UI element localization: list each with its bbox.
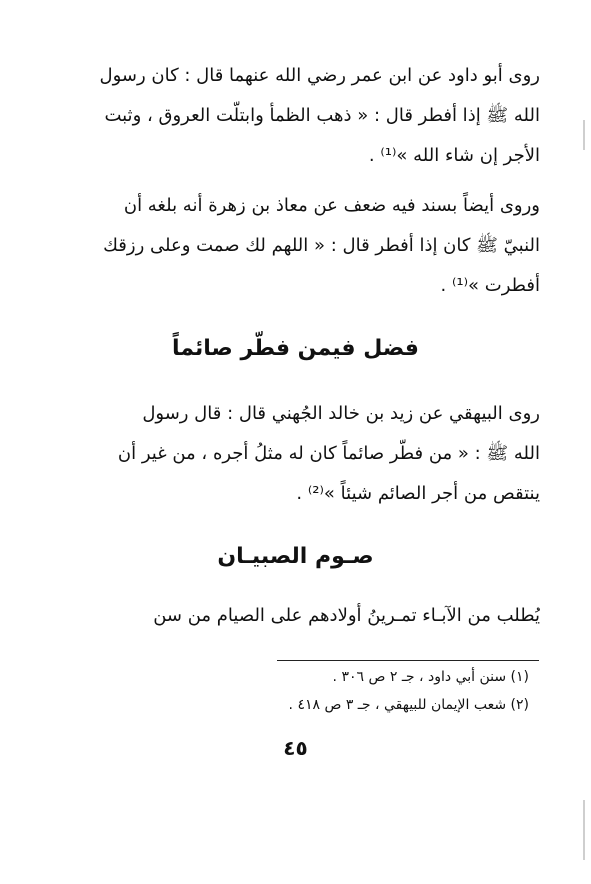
paragraph-muadh [60,186,540,306]
section-heading: فضل فيمن فطّر صائماً [172,336,419,361]
footnote-divider [277,660,539,661]
text-line: الله ﷺ : « من فطّر صائماً كان له مثلُ أجره ، من غير أن [117,443,540,464]
text-line: روى البيهقي عن زيد بن خالد الجُهني قال : قال رسول [142,403,540,424]
text-line: ينتقص من أجر الصائم شيئاً »⁽²⁾ . [296,483,540,504]
footnote: (١) سنن أبي داود ، جـ ٢ ص ٣٠٦ . [332,669,529,685]
text-line: وروى أيضاً بسند فيه ضعف عن معاذ بن زهرة أنه بلغه أن [123,195,540,216]
paragraph-children-fasting [60,596,540,636]
text-line: روى أبو داود عن ابن عمر رضي الله عنهما قال : كان رسول [99,65,540,86]
text-line: الله ﷺ إذا أفطر قال : « ذهب الظمأ وابتلّت العروق ، وثبت [104,105,540,126]
text-line: الأجر إن شاء الله »⁽¹⁾ . [368,145,540,166]
paragraph-bayhaqi [60,394,540,514]
scan-edge-mark [583,120,585,150]
text-line: النبيّ ﷺ كان إذا أفطر قال : « اللهم لك صمت وعلى رزقك [103,235,540,256]
footnote: (٢) شعب الإيمان للبيهقي ، جـ ٣ ص ٤١٨ . [288,697,529,713]
text-line: يُطلب من الآبـاء تمـرينُ أولادهم على الصيام من سن [153,605,540,626]
scan-edge-mark [583,800,585,860]
paragraph-abu-dawud [60,56,540,176]
text-line: أفطرت »⁽¹⁾ . [440,275,540,296]
page-number: ٤٥ [283,736,308,760]
section-heading: صـوم الصبيـان [217,544,374,569]
